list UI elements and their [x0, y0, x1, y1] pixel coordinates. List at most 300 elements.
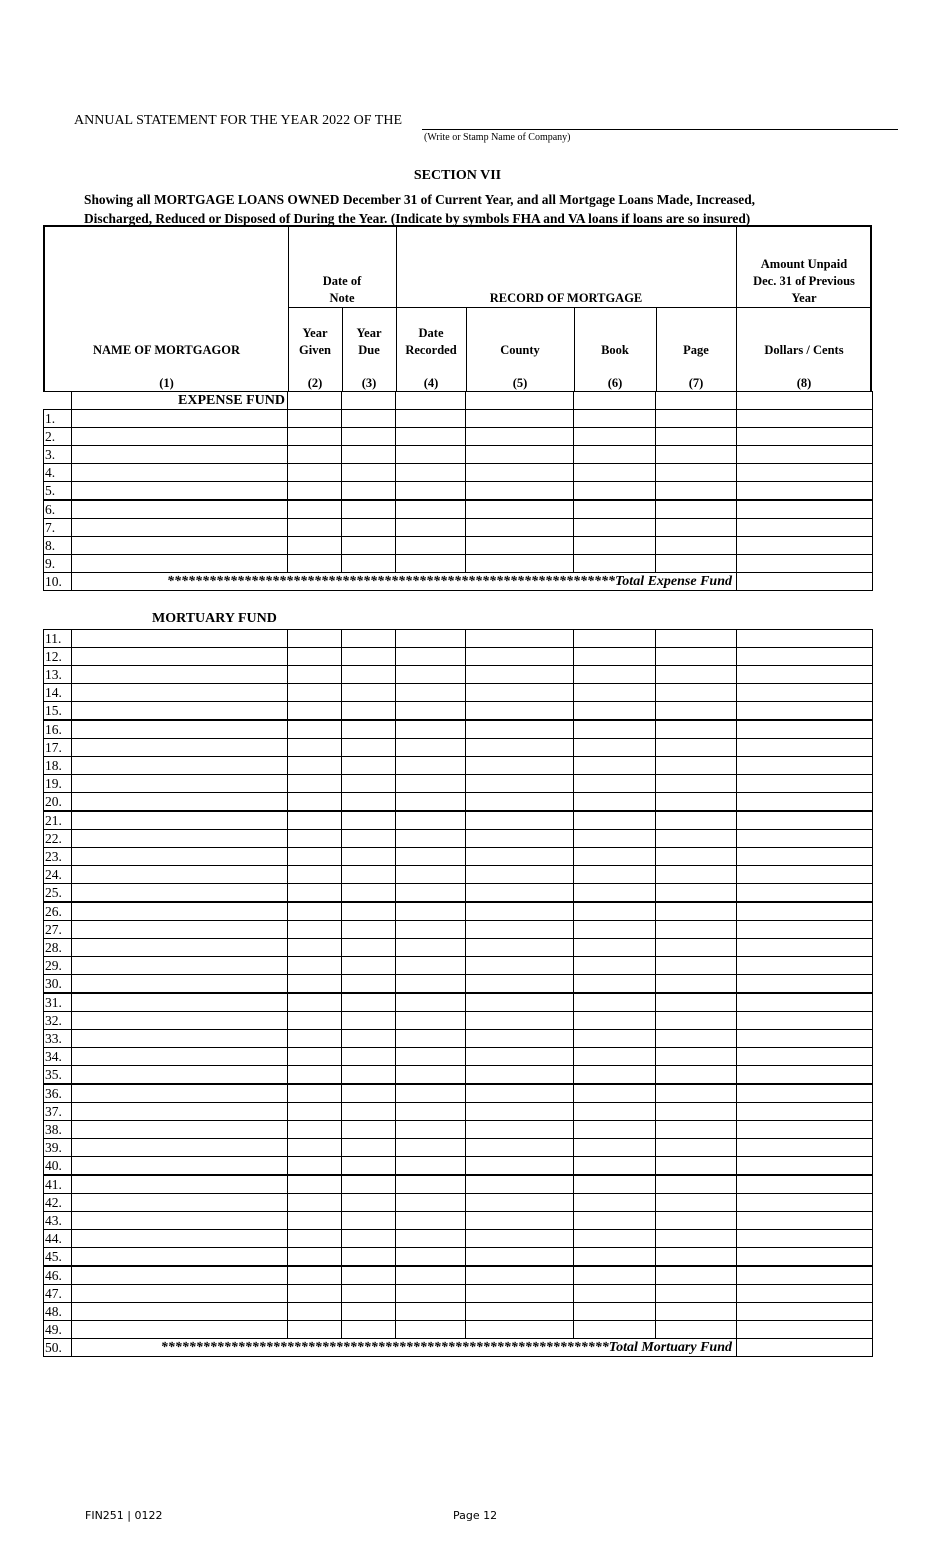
entry-cell[interactable]: [288, 1230, 342, 1248]
entry-cell[interactable]: [574, 1012, 656, 1030]
entry-cell[interactable]: [466, 702, 574, 721]
entry-cell[interactable]: [288, 1103, 342, 1121]
entry-cell[interactable]: [396, 1194, 466, 1212]
entry-cell[interactable]: [574, 1266, 656, 1285]
entry-cell[interactable]: [288, 720, 342, 739]
entry-cell[interactable]: [342, 537, 396, 555]
entry-cell[interactable]: [737, 666, 873, 684]
entry-cell[interactable]: [288, 428, 342, 446]
entry-cell[interactable]: [342, 975, 396, 994]
entry-cell[interactable]: [342, 1285, 396, 1303]
entry-cell[interactable]: [288, 902, 342, 921]
entry-cell[interactable]: [656, 666, 737, 684]
entry-cell[interactable]: [737, 793, 873, 812]
entry-cell[interactable]: [466, 866, 574, 884]
entry-cell[interactable]: [72, 410, 288, 428]
entry-cell[interactable]: [656, 1194, 737, 1212]
entry-cell[interactable]: [72, 1303, 288, 1321]
entry-cell[interactable]: [72, 702, 288, 721]
entry-cell[interactable]: [574, 993, 656, 1012]
entry-cell[interactable]: [466, 1030, 574, 1048]
entry-cell[interactable]: [72, 1321, 288, 1339]
entry-cell[interactable]: [396, 1066, 466, 1085]
entry-cell[interactable]: [72, 1103, 288, 1121]
entry-cell[interactable]: [574, 702, 656, 721]
entry-cell[interactable]: [466, 975, 574, 994]
entry-cell[interactable]: [737, 428, 873, 446]
entry-cell[interactable]: [574, 1121, 656, 1139]
entry-cell[interactable]: [288, 684, 342, 702]
entry-cell[interactable]: [656, 1321, 737, 1339]
entry-cell[interactable]: [342, 1266, 396, 1285]
entry-cell[interactable]: [574, 884, 656, 903]
entry-cell[interactable]: [574, 410, 656, 428]
entry-cell[interactable]: [288, 1321, 342, 1339]
entry-cell[interactable]: [737, 537, 873, 555]
entry-cell[interactable]: [466, 1175, 574, 1194]
cell[interactable]: [466, 392, 574, 410]
entry-cell[interactable]: [72, 1175, 288, 1194]
entry-cell[interactable]: [466, 993, 574, 1012]
entry-cell[interactable]: [72, 1012, 288, 1030]
entry-cell[interactable]: [466, 739, 574, 757]
entry-cell[interactable]: [574, 684, 656, 702]
entry-cell[interactable]: [466, 519, 574, 537]
entry-cell[interactable]: [72, 1212, 288, 1230]
entry-cell[interactable]: [72, 1285, 288, 1303]
entry-cell[interactable]: [288, 1303, 342, 1321]
entry-cell[interactable]: [656, 464, 737, 482]
entry-cell[interactable]: [656, 1103, 737, 1121]
entry-cell[interactable]: [342, 902, 396, 921]
entry-cell[interactable]: [574, 446, 656, 464]
entry-cell[interactable]: [574, 1048, 656, 1066]
entry-cell[interactable]: [342, 1157, 396, 1176]
entry-cell[interactable]: [288, 410, 342, 428]
entry-cell[interactable]: [737, 811, 873, 830]
entry-cell[interactable]: [342, 884, 396, 903]
entry-cell[interactable]: [288, 537, 342, 555]
entry-cell[interactable]: [574, 939, 656, 957]
entry-cell[interactable]: [574, 793, 656, 812]
entry-cell[interactable]: [466, 537, 574, 555]
entry-cell[interactable]: [342, 1121, 396, 1139]
entry-cell[interactable]: [466, 939, 574, 957]
entry-cell[interactable]: [466, 1012, 574, 1030]
entry-cell[interactable]: [574, 921, 656, 939]
entry-cell[interactable]: [288, 555, 342, 573]
entry-cell[interactable]: [342, 1030, 396, 1048]
entry-cell[interactable]: [288, 482, 342, 501]
entry-cell[interactable]: [656, 702, 737, 721]
entry-cell[interactable]: [288, 739, 342, 757]
entry-cell[interactable]: [574, 1303, 656, 1321]
entry-cell[interactable]: [342, 757, 396, 775]
entry-cell[interactable]: [396, 410, 466, 428]
entry-cell[interactable]: [466, 775, 574, 793]
entry-cell[interactable]: [72, 537, 288, 555]
entry-cell[interactable]: [466, 884, 574, 903]
entry-cell[interactable]: [72, 1248, 288, 1267]
entry-cell[interactable]: [288, 793, 342, 812]
entry-cell[interactable]: [396, 1303, 466, 1321]
entry-cell[interactable]: [396, 648, 466, 666]
entry-cell[interactable]: [288, 1157, 342, 1176]
entry-cell[interactable]: [72, 519, 288, 537]
entry-cell[interactable]: [574, 1194, 656, 1212]
entry-cell[interactable]: [72, 648, 288, 666]
entry-cell[interactable]: [466, 446, 574, 464]
entry-cell[interactable]: [466, 1194, 574, 1212]
entry-cell[interactable]: [656, 1248, 737, 1267]
entry-cell[interactable]: [396, 720, 466, 739]
entry-cell[interactable]: [288, 757, 342, 775]
entry-cell[interactable]: [288, 939, 342, 957]
entry-cell[interactable]: [656, 410, 737, 428]
entry-cell[interactable]: [396, 666, 466, 684]
entry-cell[interactable]: [466, 793, 574, 812]
entry-cell[interactable]: [288, 1066, 342, 1085]
entry-cell[interactable]: [342, 428, 396, 446]
entry-cell[interactable]: [574, 848, 656, 866]
entry-cell[interactable]: [737, 1321, 873, 1339]
cell[interactable]: [574, 392, 656, 410]
total-amount-cell[interactable]: [737, 573, 873, 591]
entry-cell[interactable]: [288, 464, 342, 482]
entry-cell[interactable]: [574, 1321, 656, 1339]
entry-cell[interactable]: [72, 1121, 288, 1139]
entry-cell[interactable]: [396, 1012, 466, 1030]
cell[interactable]: [288, 392, 342, 410]
entry-cell[interactable]: [574, 811, 656, 830]
entry-cell[interactable]: [466, 630, 574, 648]
entry-cell[interactable]: [574, 975, 656, 994]
entry-cell[interactable]: [72, 1266, 288, 1285]
entry-cell[interactable]: [656, 1266, 737, 1285]
entry-cell[interactable]: [656, 830, 737, 848]
entry-cell[interactable]: [342, 993, 396, 1012]
entry-cell[interactable]: [342, 1230, 396, 1248]
entry-cell[interactable]: [72, 811, 288, 830]
entry-cell[interactable]: [288, 1121, 342, 1139]
entry-cell[interactable]: [396, 921, 466, 939]
entry-cell[interactable]: [288, 519, 342, 537]
entry-cell[interactable]: [342, 775, 396, 793]
entry-cell[interactable]: [288, 1266, 342, 1285]
entry-cell[interactable]: [288, 993, 342, 1012]
entry-cell[interactable]: [574, 720, 656, 739]
entry-cell[interactable]: [737, 1285, 873, 1303]
entry-cell[interactable]: [342, 793, 396, 812]
entry-cell[interactable]: [288, 1175, 342, 1194]
entry-cell[interactable]: [574, 1030, 656, 1048]
entry-cell[interactable]: [466, 921, 574, 939]
entry-cell[interactable]: [72, 1048, 288, 1066]
entry-cell[interactable]: [342, 555, 396, 573]
entry-cell[interactable]: [737, 739, 873, 757]
entry-cell[interactable]: [288, 1248, 342, 1267]
entry-cell[interactable]: [737, 519, 873, 537]
entry-cell[interactable]: [737, 866, 873, 884]
entry-cell[interactable]: [288, 975, 342, 994]
entry-cell[interactable]: [396, 1048, 466, 1066]
entry-cell[interactable]: [656, 1230, 737, 1248]
entry-cell[interactable]: [396, 1084, 466, 1103]
entry-cell[interactable]: [396, 902, 466, 921]
entry-cell[interactable]: [466, 1157, 574, 1176]
entry-cell[interactable]: [342, 830, 396, 848]
entry-cell[interactable]: [72, 428, 288, 446]
entry-cell[interactable]: [466, 1303, 574, 1321]
entry-cell[interactable]: [737, 684, 873, 702]
entry-cell[interactable]: [72, 921, 288, 939]
entry-cell[interactable]: [396, 793, 466, 812]
entry-cell[interactable]: [656, 1066, 737, 1085]
entry-cell[interactable]: [342, 519, 396, 537]
entry-cell[interactable]: [342, 1103, 396, 1121]
entry-cell[interactable]: [737, 1030, 873, 1048]
entry-cell[interactable]: [737, 1121, 873, 1139]
entry-cell[interactable]: [342, 648, 396, 666]
entry-cell[interactable]: [396, 811, 466, 830]
entry-cell[interactable]: [574, 500, 656, 519]
entry-cell[interactable]: [574, 866, 656, 884]
entry-cell[interactable]: [574, 1212, 656, 1230]
entry-cell[interactable]: [656, 975, 737, 994]
entry-cell[interactable]: [72, 630, 288, 648]
entry-cell[interactable]: [466, 482, 574, 501]
entry-cell[interactable]: [656, 775, 737, 793]
entry-cell[interactable]: [737, 1230, 873, 1248]
entry-cell[interactable]: [288, 830, 342, 848]
entry-cell[interactable]: [466, 1066, 574, 1085]
entry-cell[interactable]: [574, 428, 656, 446]
entry-cell[interactable]: [656, 1012, 737, 1030]
entry-cell[interactable]: [72, 482, 288, 501]
entry-cell[interactable]: [342, 739, 396, 757]
entry-cell[interactable]: [737, 555, 873, 573]
entry-cell[interactable]: [656, 1285, 737, 1303]
entry-cell[interactable]: [72, 720, 288, 739]
entry-cell[interactable]: [396, 500, 466, 519]
entry-cell[interactable]: [656, 446, 737, 464]
entry-cell[interactable]: [396, 1121, 466, 1139]
entry-cell[interactable]: [342, 720, 396, 739]
entry-cell[interactable]: [737, 446, 873, 464]
entry-cell[interactable]: [466, 1103, 574, 1121]
entry-cell[interactable]: [656, 1121, 737, 1139]
entry-cell[interactable]: [72, 775, 288, 793]
entry-cell[interactable]: [396, 1103, 466, 1121]
entry-cell[interactable]: [288, 775, 342, 793]
entry-cell[interactable]: [656, 993, 737, 1012]
entry-cell[interactable]: [396, 775, 466, 793]
entry-cell[interactable]: [342, 1048, 396, 1066]
entry-cell[interactable]: [656, 519, 737, 537]
entry-cell[interactable]: [737, 775, 873, 793]
entry-cell[interactable]: [574, 1066, 656, 1085]
entry-cell[interactable]: [466, 1048, 574, 1066]
entry-cell[interactable]: [72, 446, 288, 464]
entry-cell[interactable]: [466, 684, 574, 702]
entry-cell[interactable]: [656, 939, 737, 957]
entry-cell[interactable]: [574, 648, 656, 666]
entry-cell[interactable]: [72, 793, 288, 812]
entry-cell[interactable]: [72, 939, 288, 957]
cell[interactable]: [396, 392, 466, 410]
entry-cell[interactable]: [656, 902, 737, 921]
entry-cell[interactable]: [466, 1248, 574, 1267]
entry-cell[interactable]: [72, 975, 288, 994]
entry-cell[interactable]: [396, 830, 466, 848]
entry-cell[interactable]: [72, 1066, 288, 1085]
entry-cell[interactable]: [466, 464, 574, 482]
entry-cell[interactable]: [396, 630, 466, 648]
entry-cell[interactable]: [342, 464, 396, 482]
entry-cell[interactable]: [466, 666, 574, 684]
entry-cell[interactable]: [72, 957, 288, 975]
entry-cell[interactable]: [342, 702, 396, 721]
entry-cell[interactable]: [396, 1230, 466, 1248]
entry-cell[interactable]: [574, 1175, 656, 1194]
entry-cell[interactable]: [466, 555, 574, 573]
entry-cell[interactable]: [396, 446, 466, 464]
entry-cell[interactable]: [396, 1266, 466, 1285]
entry-cell[interactable]: [466, 1084, 574, 1103]
entry-cell[interactable]: [737, 464, 873, 482]
entry-cell[interactable]: [396, 1321, 466, 1339]
entry-cell[interactable]: [288, 811, 342, 830]
entry-cell[interactable]: [396, 884, 466, 903]
entry-cell[interactable]: [656, 1139, 737, 1157]
entry-cell[interactable]: [396, 975, 466, 994]
entry-cell[interactable]: [656, 1212, 737, 1230]
entry-cell[interactable]: [288, 702, 342, 721]
cell[interactable]: [342, 392, 396, 410]
entry-cell[interactable]: [288, 866, 342, 884]
entry-cell[interactable]: [342, 866, 396, 884]
entry-cell[interactable]: [656, 555, 737, 573]
entry-cell[interactable]: [396, 519, 466, 537]
entry-cell[interactable]: [288, 1194, 342, 1212]
entry-cell[interactable]: [342, 1303, 396, 1321]
entry-cell[interactable]: [574, 1084, 656, 1103]
entry-cell[interactable]: [72, 884, 288, 903]
entry-cell[interactable]: [342, 848, 396, 866]
entry-cell[interactable]: [466, 1139, 574, 1157]
entry-cell[interactable]: [342, 1012, 396, 1030]
entry-cell[interactable]: [656, 1157, 737, 1176]
entry-cell[interactable]: [574, 739, 656, 757]
entry-cell[interactable]: [656, 1030, 737, 1048]
entry-cell[interactable]: [342, 921, 396, 939]
entry-cell[interactable]: [396, 1157, 466, 1176]
entry-cell[interactable]: [574, 1157, 656, 1176]
entry-cell[interactable]: [466, 648, 574, 666]
entry-cell[interactable]: [574, 666, 656, 684]
entry-cell[interactable]: [737, 702, 873, 721]
entry-cell[interactable]: [396, 1248, 466, 1267]
entry-cell[interactable]: [288, 446, 342, 464]
entry-cell[interactable]: [396, 739, 466, 757]
entry-cell[interactable]: [574, 1230, 656, 1248]
entry-cell[interactable]: [737, 902, 873, 921]
entry-cell[interactable]: [342, 666, 396, 684]
entry-cell[interactable]: [656, 884, 737, 903]
entry-cell[interactable]: [656, 848, 737, 866]
entry-cell[interactable]: [342, 410, 396, 428]
entry-cell[interactable]: [466, 1230, 574, 1248]
entry-cell[interactable]: [342, 1212, 396, 1230]
entry-cell[interactable]: [574, 1139, 656, 1157]
entry-cell[interactable]: [72, 866, 288, 884]
entry-cell[interactable]: [288, 1048, 342, 1066]
entry-cell[interactable]: [342, 1139, 396, 1157]
entry-cell[interactable]: [656, 500, 737, 519]
entry-cell[interactable]: [574, 775, 656, 793]
entry-cell[interactable]: [656, 720, 737, 739]
entry-cell[interactable]: [466, 1266, 574, 1285]
entry-cell[interactable]: [737, 1139, 873, 1157]
entry-cell[interactable]: [72, 1030, 288, 1048]
entry-cell[interactable]: [342, 684, 396, 702]
entry-cell[interactable]: [574, 902, 656, 921]
entry-cell[interactable]: [737, 1066, 873, 1085]
entry-cell[interactable]: [72, 830, 288, 848]
entry-cell[interactable]: [72, 1157, 288, 1176]
entry-cell[interactable]: [396, 939, 466, 957]
entry-cell[interactable]: [656, 921, 737, 939]
entry-cell[interactable]: [72, 500, 288, 519]
entry-cell[interactable]: [396, 1030, 466, 1048]
entry-cell[interactable]: [656, 1175, 737, 1194]
entry-cell[interactable]: [396, 1285, 466, 1303]
entry-cell[interactable]: [737, 1048, 873, 1066]
company-name-line[interactable]: [422, 129, 898, 130]
entry-cell[interactable]: [737, 1266, 873, 1285]
entry-cell[interactable]: [72, 555, 288, 573]
entry-cell[interactable]: [466, 1212, 574, 1230]
entry-cell[interactable]: [737, 921, 873, 939]
entry-cell[interactable]: [737, 1248, 873, 1267]
entry-cell[interactable]: [737, 1103, 873, 1121]
entry-cell[interactable]: [342, 939, 396, 957]
entry-cell[interactable]: [342, 500, 396, 519]
entry-cell[interactable]: [396, 1212, 466, 1230]
entry-cell[interactable]: [466, 830, 574, 848]
entry-cell[interactable]: [574, 464, 656, 482]
entry-cell[interactable]: [466, 811, 574, 830]
entry-cell[interactable]: [574, 537, 656, 555]
entry-cell[interactable]: [656, 428, 737, 446]
entry-cell[interactable]: [737, 830, 873, 848]
entry-cell[interactable]: [396, 1139, 466, 1157]
entry-cell[interactable]: [396, 702, 466, 721]
entry-cell[interactable]: [466, 410, 574, 428]
entry-cell[interactable]: [72, 1139, 288, 1157]
entry-cell[interactable]: [656, 793, 737, 812]
entry-cell[interactable]: [574, 830, 656, 848]
entry-cell[interactable]: [656, 537, 737, 555]
entry-cell[interactable]: [737, 993, 873, 1012]
entry-cell[interactable]: [466, 1285, 574, 1303]
entry-cell[interactable]: [288, 1212, 342, 1230]
entry-cell[interactable]: [737, 482, 873, 501]
entry-cell[interactable]: [342, 630, 396, 648]
entry-cell[interactable]: [288, 1139, 342, 1157]
entry-cell[interactable]: [396, 464, 466, 482]
entry-cell[interactable]: [288, 666, 342, 684]
